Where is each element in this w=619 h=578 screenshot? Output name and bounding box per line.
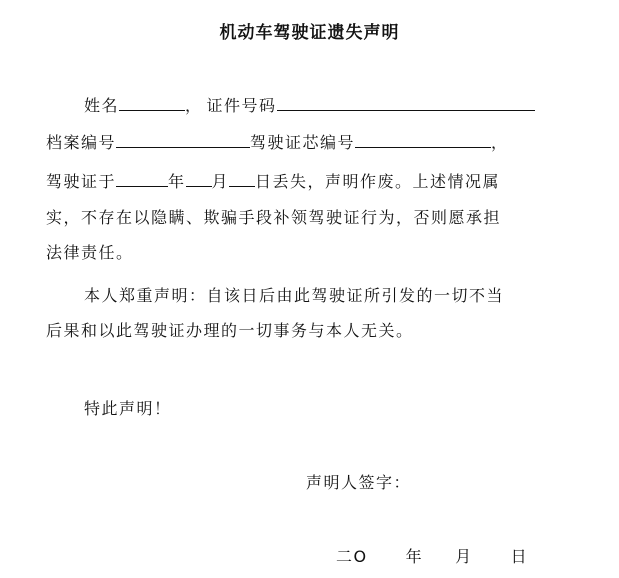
line-declaration-body: 实，不存在以隐瞒、欺骗手段补领驾驶证行为，否则愿承担 — [46, 208, 502, 227]
date-year-label: 年 — [405, 547, 424, 566]
signature-label: 声明人签字： — [306, 473, 412, 492]
line-name-id — [84, 96, 535, 116]
date-month-label: 月 — [455, 547, 473, 566]
line-date-lost — [46, 172, 500, 192]
line-file-chip — [46, 133, 509, 153]
document-title: 机动车驾驶证遗失声明 — [219, 23, 400, 43]
file-number-blank — [116, 133, 250, 148]
chip-number-blank — [355, 133, 491, 148]
name-label: 姓名 — [84, 96, 120, 115]
lost-month-label: 月 — [211, 172, 230, 191]
lost-month-blank — [186, 172, 212, 187]
id-number-blank — [277, 96, 535, 111]
date-day-label: 日 — [510, 547, 529, 566]
line-legal-responsibility: 法律责任。 — [46, 243, 134, 262]
name-blank — [119, 96, 185, 111]
lost-day-text: 日丢失，声明作废。上述情况属 — [255, 172, 501, 191]
date-year-prefix: 二O — [336, 547, 368, 566]
file-number-label: 档案编号 — [46, 133, 117, 152]
line-consequences: 后果和以此驾驶证办理的一切事务与本人无关。 — [46, 321, 414, 340]
license-prefix: 驾驶证于 — [46, 172, 117, 191]
signature-date — [336, 547, 528, 567]
separator: ， — [185, 96, 203, 115]
id-label: 证件号码 — [206, 96, 277, 115]
line-solemn-statement: 本人郑重声明：自该日后由此驾驶证所引发的一切不当 — [84, 286, 505, 305]
lost-year-blank — [116, 172, 168, 187]
closing-statement: 特此声明！ — [84, 399, 172, 418]
line2-end: ， — [491, 133, 509, 152]
chip-number-label: 驾驶证芯编号 — [250, 133, 356, 152]
lost-year-label: 年 — [168, 172, 186, 191]
lost-day-blank — [229, 172, 255, 187]
